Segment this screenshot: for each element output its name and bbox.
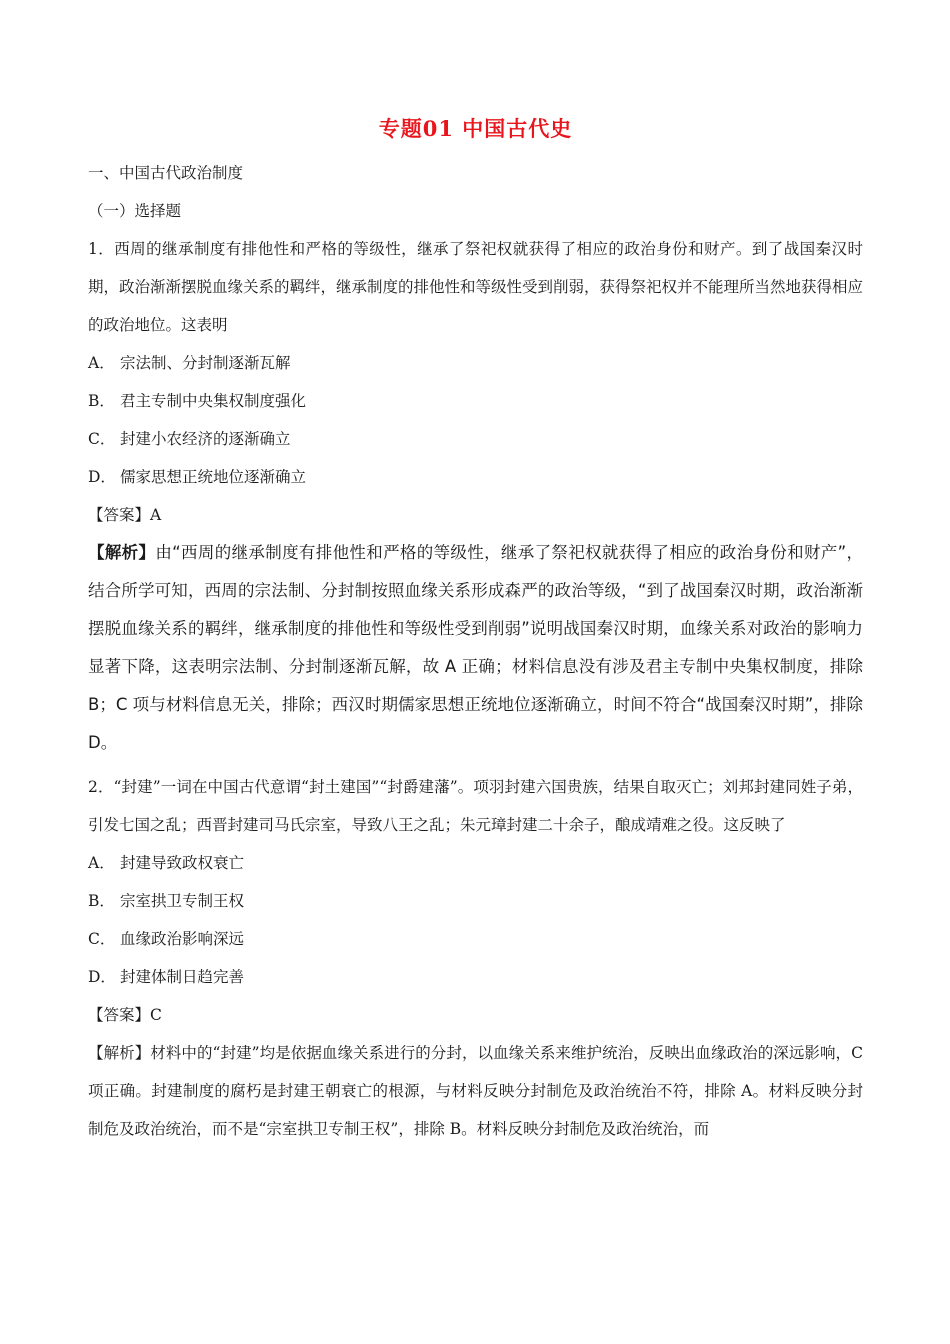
question-2-option-c (88, 920, 863, 958)
document-title: 专题01 中国古代史 (378, 116, 573, 141)
question-2-option-b (88, 882, 863, 920)
question-2-option-d (88, 958, 863, 996)
option-letter: D． (88, 968, 116, 986)
question-1-option-b (88, 382, 863, 420)
document-page (88, 100, 863, 1148)
question-1-option-a (88, 344, 863, 382)
option-letter: A． (88, 354, 115, 372)
question-2-option-a (88, 844, 863, 882)
analysis-text: 由“西周的继承制度有排他性和严格的等级性，继承了祭祀权就获得了相应的政治身份和财产”，结合所学可知，西周的宗法制、分封制按照血缘关系形成森严的政治等级，“到了战国秦汉时期，政治渐渐摆脱血缘关系的羁绊，继承制度的排他性和等级性受到削弱”说明战国秦汉时期，血缘关系对政治的影响力显著下降，这表明宗法制、分封制逐渐瓦解，故 A 正确；材料信息没有涉及君主专制中央集权制度，排除 B；C 项与材料信息无关，排除；西汉时期儒家思想正统地位逐渐确立，时间不符合“战国秦汉时期”，排除 D。 (88, 543, 863, 752)
answer-value: A (150, 506, 162, 524)
option-text: 封建小农经济的逐渐确立 (120, 430, 291, 448)
option-letter: A． (88, 854, 115, 872)
option-text: 封建导致政权衰亡 (120, 854, 245, 872)
option-text: 君主专制中央集权制度强化 (120, 392, 307, 410)
answer-tag: 【答案】 (88, 506, 151, 524)
analysis-tag: 【解析】 (88, 1044, 151, 1062)
option-text: 血缘政治影响深远 (120, 930, 245, 948)
option-letter: B． (88, 392, 115, 410)
analysis-tag: 【解析】 (88, 543, 156, 562)
option-letter: B． (88, 892, 115, 910)
question-1-answer (88, 496, 863, 534)
question-1-stem: 1．西周的继承制度有排他性和严格的等级性，继承了祭祀权就获得了相应的政治身份和财产。到了战国秦汉时期，政治渐渐摆脱血缘关系的羁绊，继承制度的排他性和等级性受到削弱，获得祭祀权并不能理所当然地获得相应的政治地位。这表明 (88, 240, 864, 334)
option-text: 封建体制日趋完善 (120, 968, 245, 986)
question-2-analysis (88, 1034, 863, 1148)
answer-tag: 【答案】 (88, 1006, 151, 1024)
question-2-stem: 2．“封建”一词在中国古代意谓“封土建国”“封爵建藩”。项羽封建六国贵族，结果自取灭亡；刘邦封建同姓子弟，引发七国之乱；西晋封建司马氏宗室，导致八王之乱；朱元璋封建二十余子，酿成靖难之役。这反映了 (88, 778, 863, 834)
option-letter: D． (88, 468, 116, 486)
question-1-option-d (88, 458, 863, 496)
option-letter: C． (88, 930, 116, 948)
option-text: 儒家思想正统地位逐渐确立 (120, 468, 307, 486)
question-1-analysis (88, 534, 863, 762)
section-heading: 一、中国古代政治制度 (88, 164, 244, 182)
option-text: 宗室拱卫专制王权 (120, 892, 245, 910)
subsection-heading: （一）选择题 (88, 202, 182, 220)
option-text: 宗法制、分封制逐渐瓦解 (120, 354, 291, 372)
option-letter: C． (88, 430, 116, 448)
question-2-answer (88, 996, 863, 1034)
question-1-option-c (88, 420, 863, 458)
answer-value: C (150, 1006, 162, 1024)
analysis-text: 材料中的“封建”均是依据血缘关系进行的分封，以血缘关系来维护统治，反映出血缘政治的深远影响，C 项正确。封建制度的腐朽是封建王朝衰亡的根源，与材料反映分封制危及政治统治不符，排除 A。材料反映分封制危及政治统治，而不是“宗室拱卫专制王权”，排除 B。材料反映分封制危及政治统治，而 (88, 1044, 863, 1138)
